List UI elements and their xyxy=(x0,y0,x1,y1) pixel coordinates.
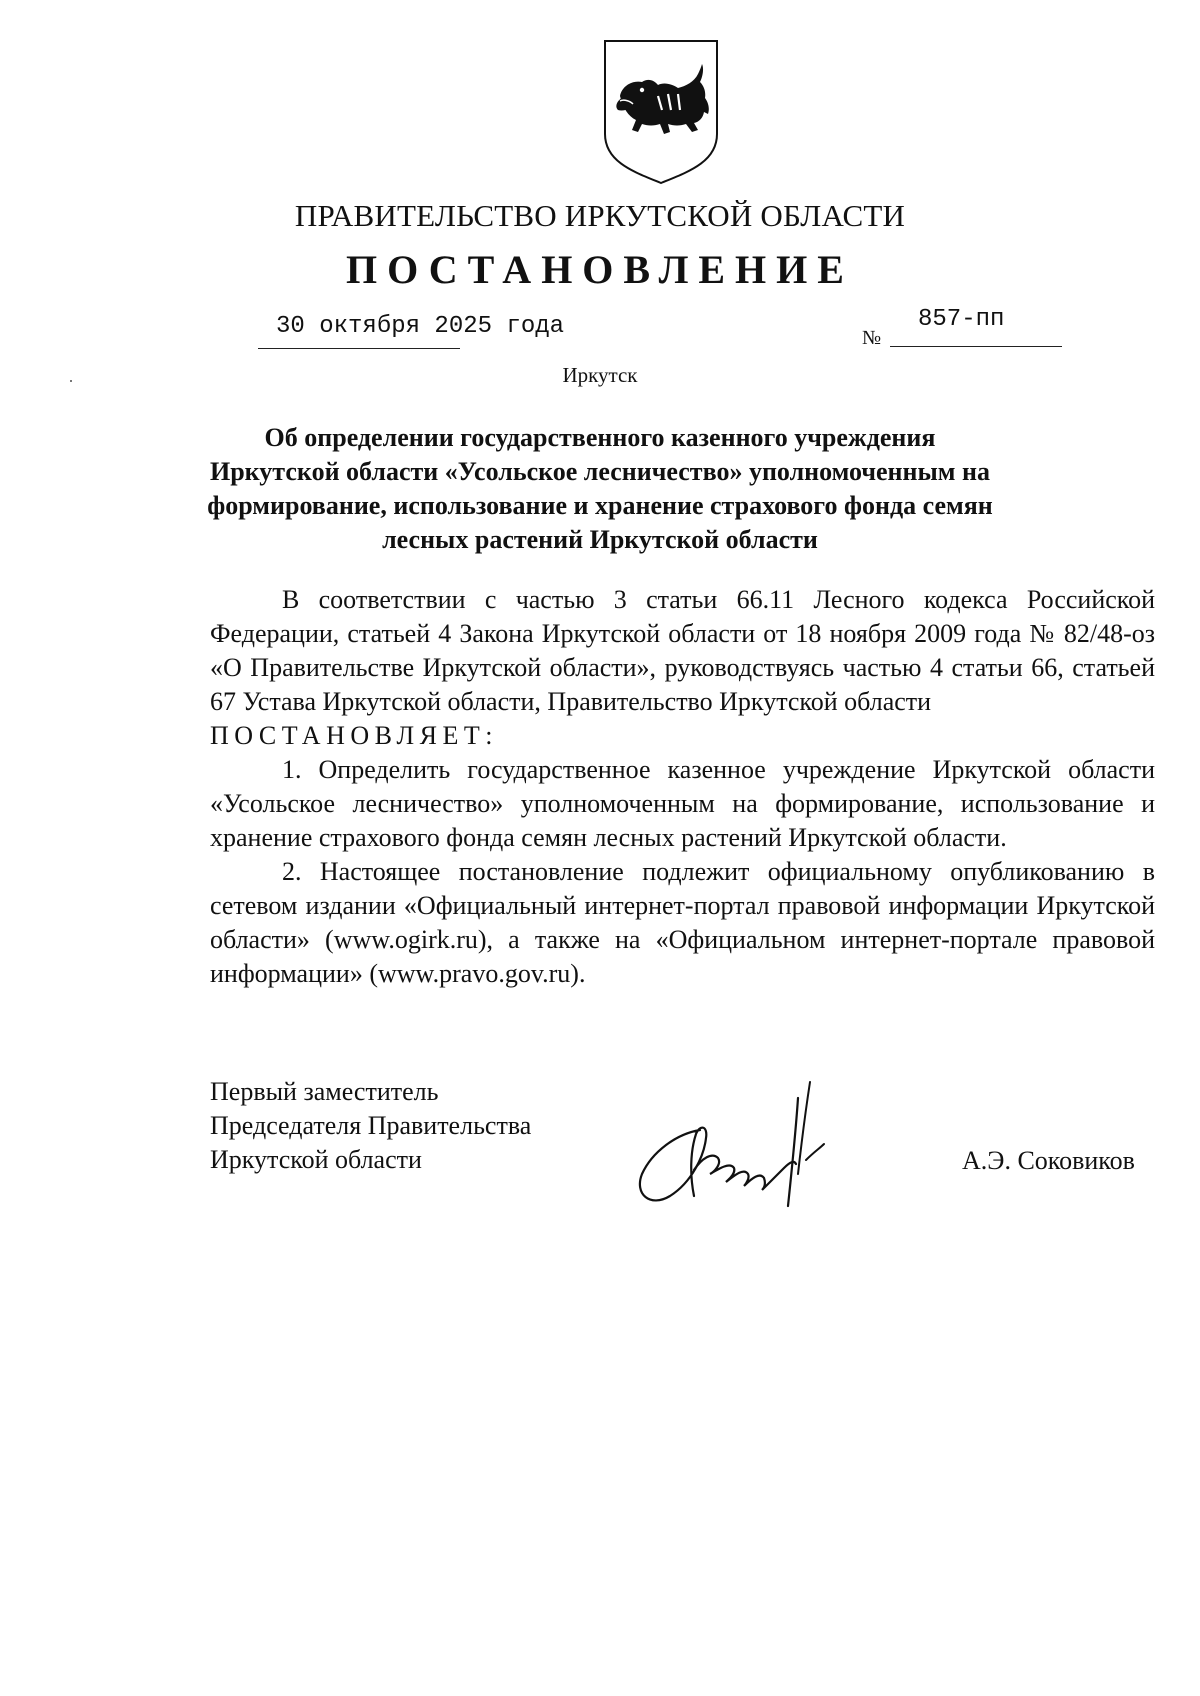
number-sign: № xyxy=(862,327,882,349)
signer-name: А.Э. Соковиков xyxy=(962,1146,1135,1175)
item-2-paragraph: 2. Настоящее постановление подлежит официальному опубликованию в сетевом издании «Официальный интернет-портал правовой информации Иркутской области» (www.ogirk.ru), а также на «Официальном интернет-портале правовой информации» (www.pravo.gov.ru). xyxy=(210,857,1155,988)
resolves-heading: ПОСТАНОВЛЯЕТ: xyxy=(210,721,498,750)
signer-position-line: Иркутской области xyxy=(210,1145,422,1174)
document-date: 30 октября 2025 года xyxy=(276,313,565,340)
coat-of-arms-icon xyxy=(602,38,720,186)
signer-position-line: Председателя Правительства xyxy=(210,1111,532,1140)
organization-name: ПРАВИТЕЛЬСТВО ИРКУТСКОЙ ОБЛАСТИ xyxy=(294,198,906,233)
signer-position-line: Первый заместитель xyxy=(210,1077,439,1106)
document-number: 857-пп xyxy=(918,306,1005,333)
handwritten-signature-icon xyxy=(630,1078,860,1212)
number-underline xyxy=(890,346,1062,347)
document-body xyxy=(210,583,1155,991)
signer-position xyxy=(210,1075,531,1177)
document-title: Об определении государственного казенного учреждения Иркутской области «Усольское лесничество» уполномоченным на формирование, использование и хранение страхового фонда семян лесных растений Иркутской области xyxy=(207,423,993,554)
item-1-paragraph: 1. Определить государственное казенное учреждение Иркутской области «Усольское лесничество» уполномоченным на формирование, использование и хранение страхового фонда семян лесных растений Иркутской области. xyxy=(210,755,1155,852)
preamble-paragraph: В соответствии с частью 3 статьи 66.11 Лесного кодекса Российской Федерации, статьей 4 Закона Иркутской области от 18 ноября 2009 года № 82/48-оз «О Правительстве Иркутской области», руководствуясь частью 4 статьи 66, статьей 67 Устава Иркутской области, Правительство Иркутской области xyxy=(210,585,1155,716)
document-type: ПОСТАНОВЛЕНИЕ xyxy=(346,247,854,292)
city-name: Иркутск xyxy=(562,363,638,387)
